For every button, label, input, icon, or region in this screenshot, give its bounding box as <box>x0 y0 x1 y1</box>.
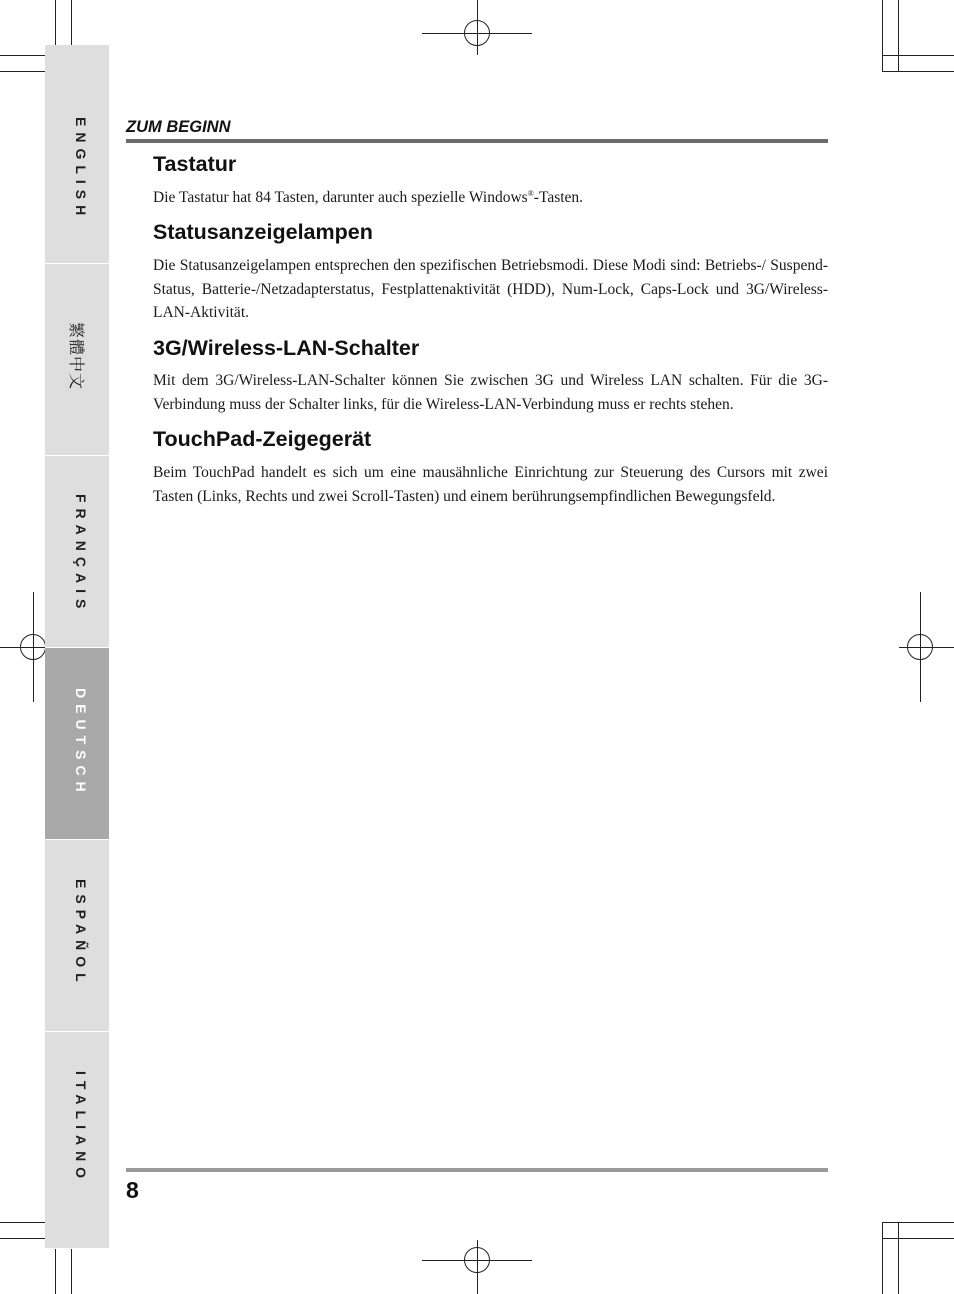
tab-traditional-chinese[interactable] <box>45 264 109 456</box>
section-statusanzeigelampen <box>153 220 828 324</box>
section-wireless-schalter <box>153 336 828 417</box>
section-title: TouchPad-Zeigegerät <box>153 427 372 452</box>
tab-english-label: ENGLISH <box>73 117 89 222</box>
section-title: Tastatur <box>153 152 237 176</box>
language-tabs <box>45 45 109 1249</box>
tab-italiano-label: ITALIANO <box>73 1071 89 1185</box>
section-body: Mit dem 3G/Wireless-LAN-Schalter können Sie zwischen 3G und Wireless LAN schalten. Für die 3G-Verbindung muss der Schalter links, für die Wireless-LAN-Verbindung muss er rechts stehen. <box>153 372 828 413</box>
tab-deutsch-label: DEUTSCH <box>73 688 89 798</box>
tab-english[interactable] <box>45 45 109 264</box>
section-body: Die Statusanzeigelampen entsprechen den spezifischen Betriebsmodi. Diese Modi sind: Betriebs-/ Suspend-Status, Batterie-/Netzadapterstatus, Festplattenaktivität (HDD), Num-Lock, Caps-Lock und 3G/Wireless-LAN-Aktivität. <box>153 257 828 322</box>
header-rule <box>126 139 828 143</box>
section-title: 3G/Wireless-LAN-Schalter <box>153 335 420 360</box>
tab-francais[interactable] <box>45 456 109 648</box>
tab-francais-label: FRANÇAIS <box>73 494 89 615</box>
section-header: ZUM BEGINN <box>126 118 231 136</box>
tab-italiano[interactable] <box>45 1032 109 1249</box>
section-body: Beim TouchPad handelt es sich um eine mausähnliche Einrichtung zur Steuerung des Cursors mit zwei Tasten (Links, Rechts und zwei Scroll-Tasten) und einem berührungsempfindlichen Bewegungsfeld. <box>153 464 828 505</box>
section-title: Statusanzeigelampen <box>153 220 373 245</box>
section-body <box>153 186 828 210</box>
tab-traditional-chinese-label: 繁體中文 <box>67 322 86 391</box>
page-content <box>153 152 828 519</box>
section-tastatur <box>153 152 828 209</box>
section-body-text: Die Tastatur hat 84 Tasten, darunter auch spezielle Windows <box>153 188 528 206</box>
tab-deutsch[interactable] <box>45 648 109 840</box>
footer-rule <box>126 1168 828 1172</box>
section-body-text-end: -Tasten. <box>533 188 584 206</box>
tab-espanol-label: ESPAÑOL <box>73 879 89 988</box>
tab-espanol[interactable] <box>45 840 109 1032</box>
registered-mark: ® <box>527 188 534 198</box>
section-touchpad <box>153 427 828 508</box>
page-number: 8 <box>126 1177 139 1203</box>
